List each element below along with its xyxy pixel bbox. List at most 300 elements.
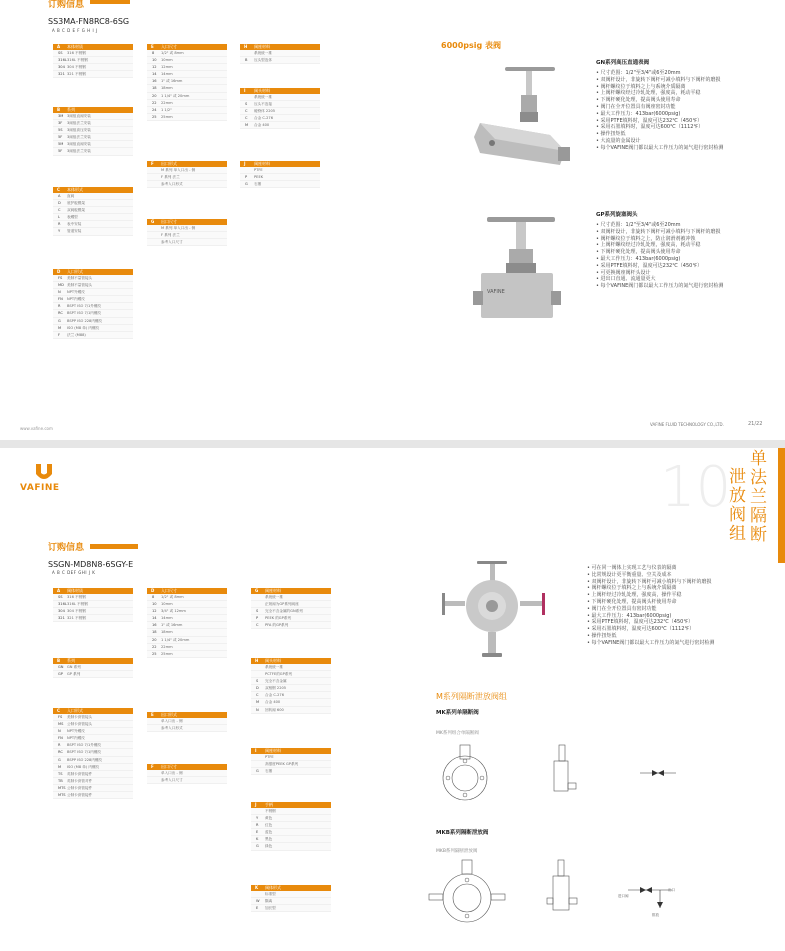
- spec-code: SS: [58, 595, 63, 599]
- spec-code: 25: [152, 114, 157, 119]
- spec-code: A: [58, 194, 61, 198]
- spec-table-i: [251, 748, 331, 775]
- spec-code: MTS: [58, 793, 66, 798]
- spec-code: 18: [152, 630, 157, 635]
- spec-table-letter: F: [151, 764, 154, 769]
- spec-code: 10: [152, 58, 157, 63]
- feature-item: • 操作扭矩低: [596, 131, 723, 138]
- spec-desc: GN 系列: [67, 665, 81, 669]
- spec-code: M: [58, 764, 62, 769]
- spec-table-c: [53, 187, 133, 236]
- spec-table-letter: D: [57, 269, 61, 274]
- spec-code: 321: [58, 616, 65, 621]
- spec-code: N: [58, 729, 61, 734]
- spec-row: [53, 207, 133, 214]
- spec-desc: 系统统一推: [254, 95, 272, 99]
- spec-code: 5F: [58, 149, 63, 154]
- spec-row: [240, 181, 320, 188]
- spec-row: [53, 71, 133, 78]
- spec-desc: 316L 不锈钢: [67, 602, 88, 607]
- spec-code: P: [245, 175, 248, 180]
- feature-item: • 可在同一阀体上实现工艺与仪表的隔离: [587, 565, 714, 572]
- spec-desc: 1" 或 16mm: [161, 79, 183, 84]
- mk-subtitle: MK系列组合单隔断阀: [436, 731, 479, 736]
- spec-row: [53, 275, 133, 282]
- spec-table-title: 本体形式: [67, 187, 83, 192]
- spec-table-letter: B: [57, 107, 61, 112]
- spec-row: [147, 114, 227, 121]
- spec-desc: 25mm: [161, 651, 173, 656]
- spec-table-h: [251, 658, 331, 714]
- m-series-title: M系列隔断泄放阀组: [436, 692, 507, 701]
- spec-table-letter: G: [255, 588, 259, 593]
- vafine-logo-text: VAFINE: [20, 483, 60, 493]
- feature-item: • 阀杆螺纹位于填料之上，防止润滑剂被冲蚀: [596, 236, 723, 243]
- spec-table-title: 系列: [67, 658, 75, 663]
- spec-code: GP: [58, 672, 63, 677]
- feature-item: • 尺寸范围：1/2"至3/4"或6至20mm: [596, 222, 723, 229]
- spec-desc: 1" 或 16mm: [161, 623, 183, 628]
- spec-desc: 合金 400: [254, 123, 270, 128]
- feature-item: • 上阀杆螺纹经过冷轧处理，强度高，耗动平稳: [596, 242, 723, 249]
- spec-desc: NPT外螺纹: [67, 729, 85, 734]
- spec-row: [147, 608, 227, 615]
- mk-schematic-icon: [638, 768, 678, 778]
- spec-desc: 合金 C-276: [254, 116, 273, 121]
- spec-code: FN: [58, 736, 63, 741]
- mkb-subtitle: MKB系列隔断泄放阀: [436, 849, 478, 854]
- spec-row: [147, 601, 227, 608]
- spec-desc: 3阀组法兰安装: [67, 149, 91, 154]
- spec-desc: 表中安装: [67, 222, 82, 227]
- spec-code: 3F: [58, 121, 63, 126]
- spec-table-j: [251, 802, 331, 851]
- spec-desc: 完全不含金属: [265, 679, 287, 684]
- spec-row: [240, 57, 320, 64]
- spec-table-title: 出口形式: [161, 161, 177, 166]
- spec-code: 5M: [58, 142, 64, 147]
- spec-row: [251, 692, 331, 699]
- spec-row: [53, 221, 133, 228]
- spec-desc: 美制不量管接头: [67, 276, 93, 280]
- spec-row: [147, 181, 227, 188]
- spec-row: [251, 815, 331, 822]
- spec-code: 22: [152, 644, 157, 649]
- spec-desc: 表螺型: [67, 215, 78, 220]
- spec-code: R: [58, 743, 61, 748]
- feature-item: • 采用石墨填料时，温度可达600℃（1112℉）: [596, 124, 723, 131]
- spec-table-e: [147, 712, 227, 732]
- spec-desc: 红色: [265, 823, 273, 828]
- spec-table-title: 出口尺寸: [161, 764, 177, 769]
- spec-desc: 1/2" 或 8mm: [161, 51, 184, 55]
- spec-row: [147, 93, 227, 100]
- spec-code: D: [256, 686, 259, 691]
- spec-desc: 法兰 (M88): [67, 332, 86, 337]
- spec-desc: BSPT ISO 7/1内螺纹: [67, 311, 102, 316]
- feature-item: • 上阀杆螺纹经过冷轧处理，强度高，耗动平稳: [596, 90, 723, 97]
- spec-desc: 不锈钢: [265, 809, 276, 813]
- spec-table-letter: C: [57, 187, 60, 192]
- spec-row: [147, 107, 227, 114]
- feature-item: • 最大工作压力：413bar(6000psig): [596, 256, 723, 263]
- mk-title: MK系列单隔断阀: [436, 710, 479, 716]
- spec-row: [147, 225, 227, 232]
- spec-desc: 双相钢 2205: [265, 686, 287, 691]
- spec-code: 12: [152, 65, 157, 70]
- spec-code: 8: [152, 595, 155, 599]
- spec-row: [251, 615, 331, 622]
- spec-row: [53, 671, 133, 678]
- mk-side-drawing: [548, 743, 578, 803]
- spec-desc: 压头不连接: [254, 102, 272, 107]
- chapter-number: 10: [660, 455, 732, 520]
- spec-desc: 3阀组直阀安装: [67, 142, 91, 147]
- feature-item: • 可更换阀座阀杆头设计: [596, 270, 723, 277]
- spec-table-letter: F: [151, 161, 154, 166]
- spec-row: [53, 785, 133, 792]
- spec-row: [147, 594, 227, 601]
- spec-row: [251, 808, 331, 815]
- gn-feature-list: [596, 70, 723, 152]
- spec-table-title: 本体材质: [67, 44, 83, 49]
- spec-row: [147, 651, 227, 658]
- spec-row: [53, 594, 133, 601]
- spec-desc: 参考入口形式: [161, 182, 183, 187]
- spec-table-d: [147, 588, 227, 658]
- spec-desc: 黑色: [265, 837, 273, 842]
- spec-desc: 25mm: [161, 114, 173, 119]
- spec-desc: 隔离: [265, 899, 273, 904]
- spec-desc: 公制卡套管接件: [67, 793, 93, 798]
- spec-desc: 321 不锈钢: [67, 72, 86, 77]
- feature-item: • 阀杆螺纹位于填料之上与系统介质隔离: [596, 84, 723, 91]
- spec-desc: NPT内螺纹: [67, 297, 85, 302]
- spec-row: [53, 57, 133, 64]
- spec-row: [53, 728, 133, 735]
- spec-desc: 高强度PEEK GP系列: [265, 762, 299, 767]
- spec-row: [147, 622, 227, 629]
- spec-desc: 英制卡套管对件: [67, 778, 93, 783]
- mkb-schematic-icon: [620, 876, 680, 916]
- spec-table-g: [147, 219, 227, 246]
- spec-desc: 单入口出 - 侧: [161, 771, 183, 775]
- spec-code: S: [256, 609, 259, 614]
- spec-desc: 石墨: [265, 769, 273, 774]
- spec-code: 12: [152, 609, 157, 614]
- spec-row: [53, 200, 133, 207]
- feature-item: • 上阀杆经过冷轧处理，强度高，操作平稳: [587, 592, 714, 599]
- spec-row: [53, 310, 133, 317]
- spec-row: [251, 678, 331, 685]
- spec-code: 22: [152, 100, 157, 105]
- spec-desc: M 系列 单入口出 - 侧: [161, 168, 196, 172]
- spec-code: 16: [152, 623, 157, 628]
- spec-code: R: [58, 304, 61, 309]
- spec-desc: 22mm: [161, 644, 173, 649]
- feature-item: • 下阀杆硬化处理，提高阀头使用寿命: [596, 97, 723, 104]
- spec-desc: 压头型连体: [254, 58, 272, 63]
- spec-row: [53, 289, 133, 296]
- spec-code: Y: [58, 229, 61, 234]
- spec-row: [147, 64, 227, 71]
- spec-desc: 316 不锈钢: [67, 595, 86, 599]
- spec-table-letter: J: [255, 802, 257, 807]
- spec-row: [53, 50, 133, 57]
- spec-row: [53, 214, 133, 221]
- section-title: 订购信息: [48, 0, 85, 10]
- footer-right: VAFINE FLUID TECHNOLOGY CO.,LTD.: [650, 422, 724, 427]
- spec-code: 18: [152, 86, 157, 91]
- spec-desc: 英制卡套管接件: [67, 771, 93, 776]
- spec-table-d: [53, 269, 133, 339]
- spec-desc: 参考入口尺寸: [161, 240, 183, 245]
- spec-desc: 316L 不锈钢: [67, 58, 88, 63]
- spec-desc: 蓝色: [265, 830, 273, 835]
- spec-table-i: [240, 88, 320, 129]
- spec-table-title: 系列: [67, 107, 75, 112]
- spec-row: [53, 296, 133, 303]
- spec-desc: 参考入口尺寸: [161, 778, 183, 783]
- spec-row: [53, 608, 133, 615]
- spec-desc: 回转阀 600: [265, 707, 284, 712]
- spec-desc: 管道安装: [67, 229, 82, 234]
- spec-code: C: [58, 208, 61, 213]
- spec-table-title: 阀座材料: [254, 44, 270, 49]
- spec-code: 304: [58, 65, 65, 70]
- spec-row: [53, 742, 133, 749]
- feature-item: • 阀门在全开位置具有阀座密封功能: [596, 104, 723, 111]
- spec-table-title: 阀体形式: [265, 885, 281, 890]
- spec-desc: PEEK 的GP系列: [265, 616, 291, 621]
- spec-row: [147, 718, 227, 725]
- spec-desc: 304 不锈钢: [67, 609, 86, 614]
- spec-code: MS: [58, 722, 64, 727]
- spec-code: P: [256, 616, 259, 621]
- spec-code: N: [58, 290, 61, 295]
- spec-row: [53, 764, 133, 771]
- spec-row: [147, 71, 227, 78]
- spec-row: [240, 174, 320, 181]
- code-letters: A B C D E F G H I J: [52, 28, 98, 33]
- spec-row: [53, 127, 133, 134]
- spec-desc: F 系列 法兰: [161, 175, 180, 180]
- diag-label-inlet: 进口阀: [618, 894, 629, 898]
- spec-table-letter: I: [244, 88, 246, 93]
- title-bar: [90, 0, 130, 4]
- spec-table-j: [240, 161, 320, 188]
- spec-code: TB: [58, 778, 63, 783]
- footer-left[interactable]: www.vafine.com: [20, 426, 53, 431]
- spec-table-e: [147, 44, 227, 121]
- diag-label-vent: 排放: [652, 913, 659, 917]
- spec-desc: 公制卡套管接件: [67, 785, 93, 790]
- spec-row: [147, 174, 227, 181]
- spec-row: [251, 898, 331, 905]
- spec-desc: PEEK: [254, 175, 264, 180]
- spec-row: [53, 318, 133, 325]
- spec-code: S: [256, 679, 259, 684]
- spec-table-b: [53, 658, 133, 678]
- gn-title: GN系列高压直通表阀: [596, 60, 650, 66]
- feature-item: • 每个VAFINE阀门都以最大工作压力的氮气进行密封检测: [596, 283, 723, 290]
- feature-item: • 采用PTFE填料时，温度可达232℃（450℉）: [596, 263, 723, 270]
- spec-code: GN: [58, 665, 64, 669]
- chapter-title-col1: 单法兰隔断: [750, 449, 767, 545]
- spec-code: 5S: [58, 128, 63, 133]
- spec-table-title: 入口形式: [67, 269, 83, 274]
- page-number: 21/22: [748, 421, 763, 427]
- spec-code: R: [58, 222, 61, 227]
- spec-row: [251, 768, 331, 775]
- feature-item: • 每个VAFINE阀门都以最大工作压力的氮气进行密封检测: [587, 640, 714, 647]
- spec-code: 14: [152, 616, 157, 621]
- spec-desc: GP 系列: [67, 672, 81, 677]
- spec-code: 316L: [58, 602, 67, 607]
- spec-row: [251, 664, 331, 671]
- spec-desc: 黄色: [265, 816, 273, 821]
- spec-row: [53, 64, 133, 71]
- spec-table-title: 入口尺寸: [161, 44, 177, 49]
- feature-item: • 采用PTFE填料时，温度可达232℃（450℉）: [587, 619, 714, 626]
- spec-code: R: [256, 823, 259, 828]
- spec-table-title: 阀座材料: [254, 161, 270, 166]
- spec-code: FN: [58, 297, 63, 302]
- gp-feature-list: [596, 222, 723, 290]
- feature-item: • 进出口直通、流通量更大: [596, 276, 723, 283]
- spec-code: 20: [152, 93, 157, 98]
- spec-table-letter: K: [255, 885, 259, 890]
- spec-table-letter: E: [151, 44, 154, 49]
- spec-desc: 14mm: [161, 616, 173, 621]
- mkb-side-drawing: [545, 858, 579, 928]
- mkb-title: MKB系列隔断泄放阀: [436, 830, 489, 836]
- spec-row: [147, 615, 227, 622]
- spec-row: [147, 232, 227, 239]
- feature-item: • 采用PTFE填料时，温度可达232℃（450℉）: [596, 118, 723, 125]
- spec-code: TS: [58, 771, 63, 776]
- feature-item: • 采用石墨填料时，温度可达600℃（1112℉）: [587, 626, 714, 633]
- spec-desc: PTFE: [265, 755, 274, 759]
- spec-row: [53, 120, 133, 127]
- spec-code: RC: [58, 750, 63, 755]
- spec-row: [53, 282, 133, 289]
- spec-code: C: [245, 116, 248, 121]
- spec-code: 25: [152, 651, 157, 656]
- feature-item: • 下阀杆硬化处理，提高阀头使用寿命: [596, 249, 723, 256]
- chapter-title-col2: 泄放阀组: [729, 467, 746, 544]
- spec-row: [251, 685, 331, 692]
- spec-desc: ISO (M8 单) 内螺纹: [67, 764, 100, 769]
- spec-desc: 系统统一推: [265, 595, 283, 599]
- spec-table-g: [251, 588, 331, 629]
- spec-code: G: [245, 182, 248, 187]
- gn-valve-image: [470, 65, 575, 180]
- spec-desc: 1/2" 或 8mm: [161, 595, 184, 599]
- feature-item: • 双阀杆设计，非旋转下阀杆可减小填料与下阀杆的磨损: [596, 77, 723, 84]
- spec-desc: 1 1/2": [161, 107, 172, 112]
- spec-desc: 美制不量管接头: [67, 283, 93, 288]
- spec-table-title: 阀座材料: [265, 748, 281, 753]
- spec-table-title: 出口形式: [161, 712, 177, 717]
- spec-desc: 双阀板模架: [67, 208, 85, 213]
- spec-desc: 公制卡套管接头: [67, 722, 93, 727]
- spec-row: [251, 891, 331, 898]
- spec-code: FS: [58, 715, 63, 719]
- spec-desc: 3阀组直阀安装: [67, 114, 91, 118]
- spec-code: 3M: [58, 114, 64, 118]
- feature-item: • 双阀杆设计，非旋转下阀杆可减小填料与下阀杆的磨损: [587, 579, 714, 586]
- page2: [0, 448, 785, 951]
- spec-desc: 系统统一推: [265, 665, 283, 669]
- spec-row: [53, 714, 133, 721]
- spec-desc: 正规阀为GP系列阀座: [265, 602, 299, 607]
- spec-desc: F 系列 法兰: [161, 233, 180, 238]
- manifold-feature-list: [587, 565, 714, 647]
- spec-code: SS: [58, 51, 63, 55]
- spec-code: 10: [152, 602, 157, 607]
- spec-row: [251, 622, 331, 629]
- spec-table-title: 阀头材料: [254, 88, 270, 93]
- spec-code: G: [256, 844, 259, 849]
- spec-desc: BSPP ISO 228内螺纹: [67, 757, 103, 762]
- spec-table-f: [147, 161, 227, 188]
- spec-desc: 美制卡套管接头: [67, 715, 93, 719]
- spec-row: [53, 792, 133, 799]
- spec-desc: 3阀组高压安装: [67, 128, 91, 133]
- spec-row: [251, 707, 331, 714]
- vafine-logo-icon: [34, 464, 54, 482]
- spec-row: [53, 303, 133, 310]
- spec-table-title: 入口形式: [67, 708, 83, 713]
- spec-table-title: 手柄: [265, 802, 273, 807]
- spec-code: M: [245, 123, 249, 128]
- spec-table-title: 出口尺寸: [161, 219, 177, 224]
- spec-code: 8: [152, 51, 155, 55]
- spec-desc: BSPP ISO 228内螺纹: [67, 318, 103, 323]
- spec-desc: 1 1/4" 或 20mm: [161, 637, 190, 642]
- spec-table-title: 入口尺寸: [161, 588, 177, 593]
- spec-code: MTS: [58, 785, 66, 790]
- model-code: SSGN-MD8N8-6SGY-E: [48, 560, 134, 569]
- spec-code: 16: [152, 79, 157, 84]
- feature-item: • 尺寸范围：1/2"至3/4"或6至20mm: [596, 70, 723, 77]
- code-letters: A B C DEF GHI J K: [52, 570, 96, 575]
- spec-row: [240, 101, 320, 108]
- spec-code: L: [58, 215, 61, 220]
- spec-code: D: [58, 201, 61, 206]
- spec-code: C: [245, 109, 248, 114]
- spec-table-title: 阀座材料: [265, 588, 281, 593]
- spec-code: W: [256, 899, 260, 904]
- spec-desc: 3阀组法兰安装: [67, 135, 91, 140]
- spec-table-letter: C: [57, 708, 60, 713]
- spec-row: [240, 108, 320, 115]
- feature-item: • 最大工作压力：413bar(6000psig): [596, 111, 723, 118]
- spec-desc: 标准型: [265, 892, 276, 896]
- spec-code: 5F: [58, 135, 63, 140]
- spec-desc: BSPT ISO 7/1外螺纹: [67, 304, 102, 309]
- spec-table-letter: H: [244, 44, 248, 49]
- spec-desc: 18mm: [161, 630, 173, 635]
- spec-row: [251, 843, 331, 850]
- spec-code: 321: [58, 72, 65, 77]
- spec-code: S: [245, 102, 248, 107]
- spec-row: [147, 770, 227, 777]
- spec-desc: 3/4" 或 12mm: [161, 609, 186, 614]
- spec-code: G: [256, 769, 259, 774]
- spec-desc: 绿色: [265, 844, 273, 849]
